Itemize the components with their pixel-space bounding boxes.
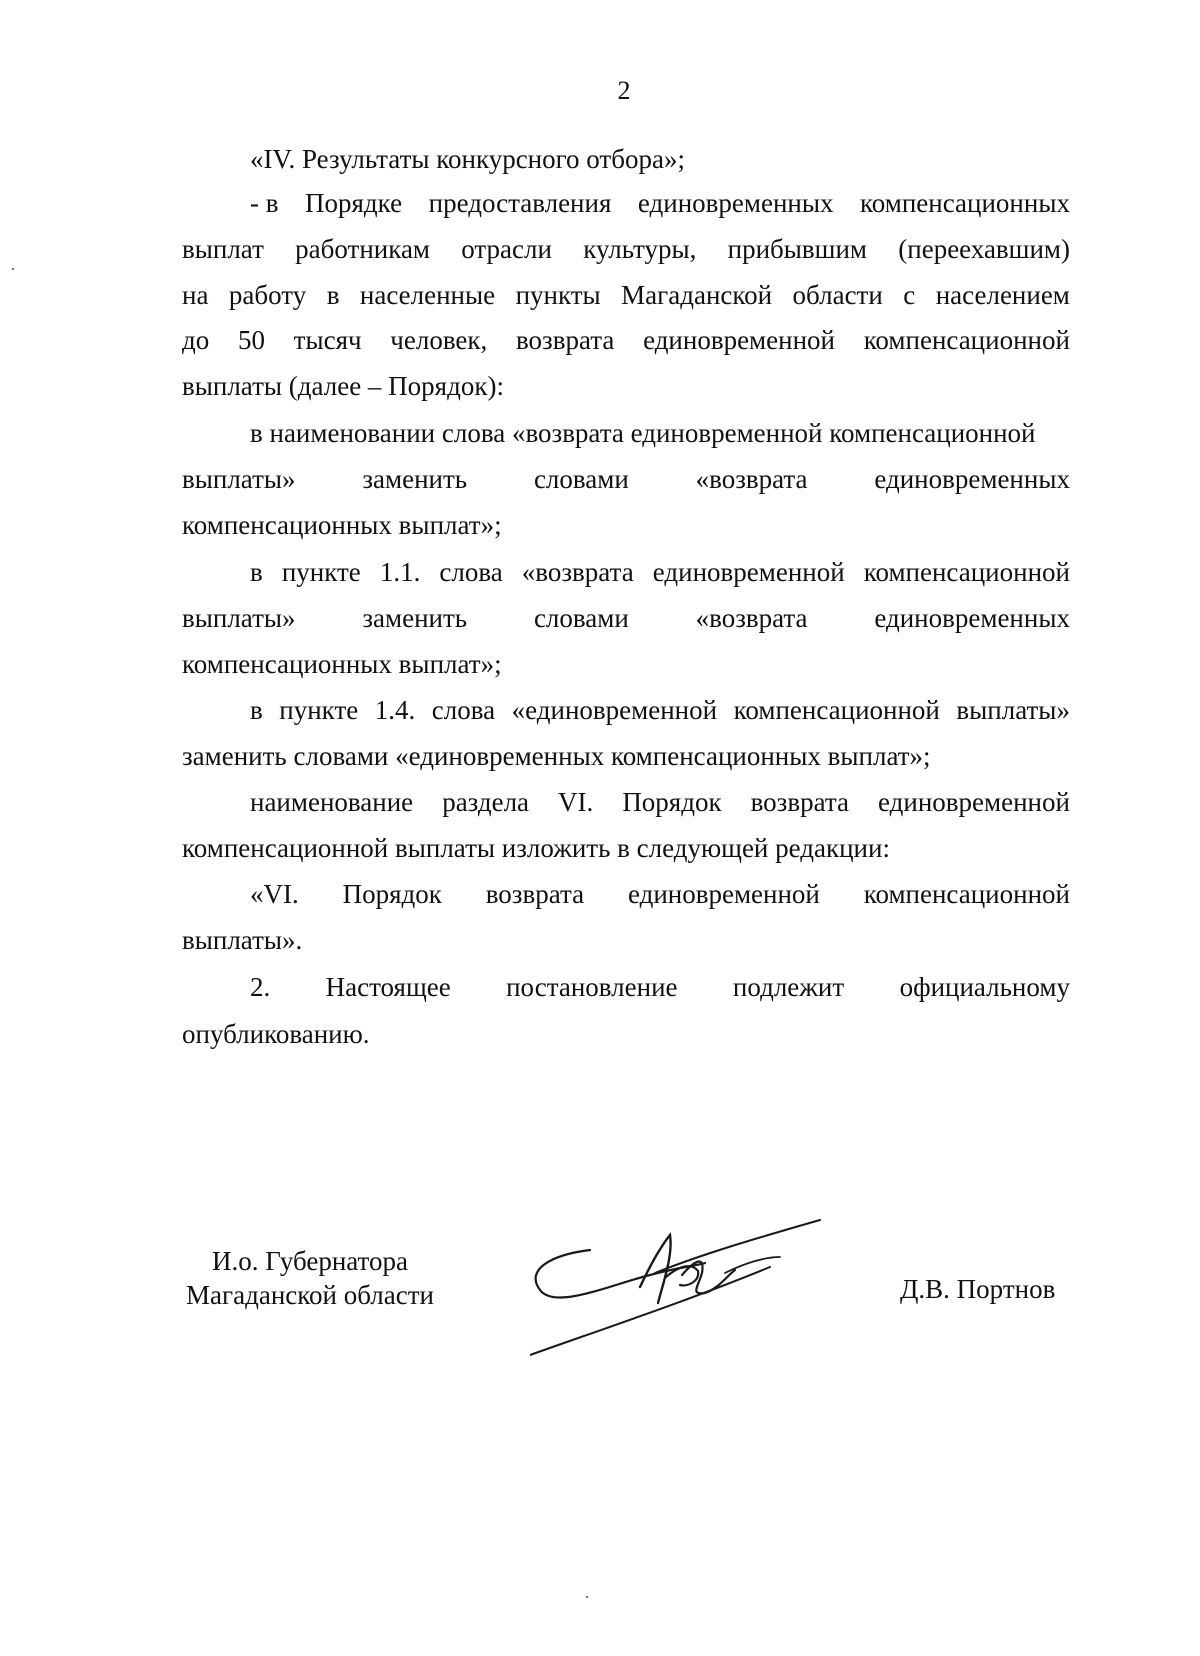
text-line: в пункте 1.1. слова «возврата единовременной компенсационной: [250, 557, 1070, 587]
signatory-name: Д.В. Портнов: [900, 1274, 1056, 1304]
text-line: в наименовании слова «возврата единовременной компенсационной: [250, 418, 1036, 448]
text-line: выплаты» заменить словами «возврата единовременных: [182, 464, 1070, 494]
text-line: на работу в населенные пункты Магаданской области с населением: [182, 280, 1070, 310]
text-line: компенсационных выплат»;: [182, 649, 502, 679]
scan-speck: [12, 268, 14, 270]
text-line: выплаты».: [182, 925, 303, 955]
text-line: до 50 тысяч человек, возврата единовременной компенсационной: [182, 325, 1070, 355]
signatory-position: [180, 1244, 440, 1312]
text-line: 2. Настоящее постановление подлежит официальному: [250, 972, 1070, 1002]
signatory-position-line: И.о. Губернатора: [211, 1246, 408, 1276]
text-line: «VI. Порядок возврата единовременной компенсационной: [250, 879, 1070, 909]
text-line: компенсационной выплаты изложить в следующей редакции:: [182, 833, 890, 863]
text-line: опубликованию.: [182, 1019, 370, 1049]
scan-speck: [586, 1596, 588, 1598]
text-line: выплат работникам отрасли культуры, прибывшим (переехавшим): [182, 234, 1070, 264]
handwritten-signature: [530, 1215, 830, 1365]
text-line: выплаты (далее – Порядок):: [182, 371, 504, 401]
signatory-position-line: Магаданской области: [186, 1280, 434, 1310]
text-line: наименование раздела VI. Порядок возврата единовременной: [250, 787, 1070, 817]
page-number: 2: [617, 76, 631, 105]
text-line: «IV. Результаты конкурсного отбора»;: [250, 144, 685, 174]
text-line: выплаты» заменить словами «возврата единовременных: [182, 603, 1070, 633]
text-line: заменить словами «единовременных компенсационных выплат»;: [182, 741, 931, 771]
text-line: компенсационных выплат»;: [182, 510, 502, 540]
text-line: в пункте 1.4. слова «единовременной компенсационной выплаты»: [250, 695, 1070, 725]
text-line: - в Порядке предоставления единовременных компенсационных: [250, 188, 1070, 218]
